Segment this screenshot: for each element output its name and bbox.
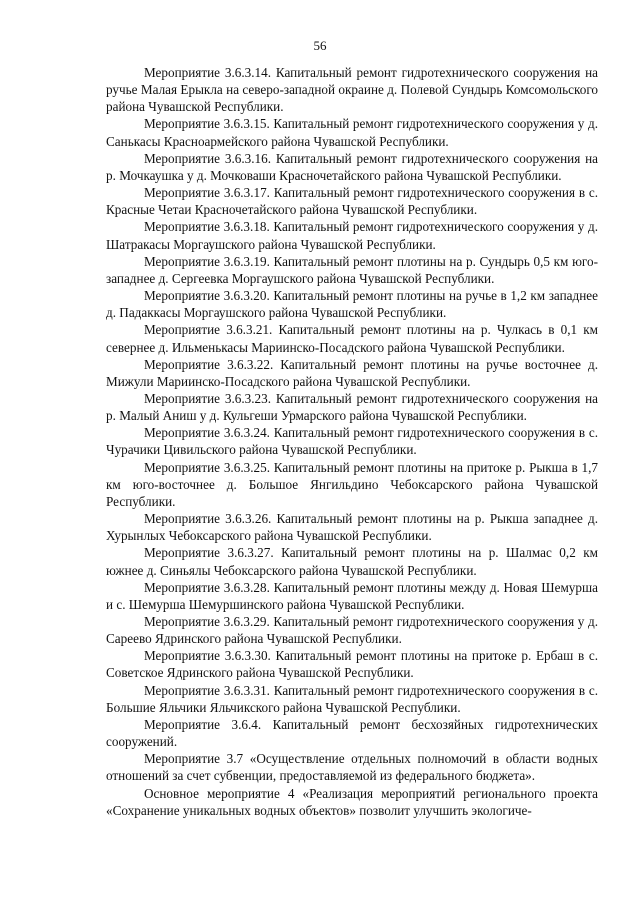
paragraph-measure-3-6-3-19: Мероприятие 3.6.3.19. Капитальный ремонт плотины на р. Сундырь 0,5 км юго-западнее д. Сергеевка Моргаушского района Чувашской Республики.: [106, 253, 598, 286]
paragraph-measure-3-6-3-28: Мероприятие 3.6.3.28. Капитальный ремонт плотины между д. Новая Шемурша и с. Шемурша Шемуршинского района Чувашской Республики.: [106, 579, 598, 612]
page-number: 56: [313, 38, 327, 53]
paragraph-measure-3-6-3-15: Мероприятие 3.6.3.15. Капитальный ремонт гидротехнического сооружения у д. Санькасы Красноармейского района Чувашской Республики.: [106, 116, 598, 149]
paragraph-measure-3-6-3-23: Мероприятие 3.6.3.23. Капитальный ремонт гидротехнического сооружения на р. Малый Аниш у д. Кульгеши Урмарского района Чувашской Республики.: [106, 390, 598, 424]
paragraph-measure-3-6-3-24: Мероприятие 3.6.3.24. Капитальный ремонт гидротехнического сооружения в с. Чурачики Цивильского района Чувашской Республики.: [106, 425, 598, 458]
paragraph-measure-3-6-3-26: Мероприятие 3.6.3.26. Капитальный ремонт плотины на р. Рыкша западнее д. Хурынлых Чебоксарского района Чувашской Республики.: [106, 511, 598, 544]
paragraph-measure-3-6-3-18: Мероприятие 3.6.3.18. Капитальный ремонт гидротехнического сооружения у д. Шатракасы Моргаушского района Чувашской Республики.: [106, 219, 598, 252]
paragraph-measure-3-6-3-27: Мероприятие 3.6.3.27. Капитальный ремонт плотины на р. Шалмас 0,2 км южнее д. Синьялы Чебоксарского района Чувашской Республики.: [106, 545, 598, 578]
paragraph-measure-3-6-3-20: Мероприятие 3.6.3.20. Капитальный ремонт плотины на ручье в 1,2 км западнее д. Падаккасы Моргаушского района Чувашской Республики.: [106, 288, 598, 321]
paragraph-measure-3-6-3-31: Мероприятие 3.6.3.31. Капитальный ремонт гидротехнического сооружения в с. Большие Яльчики Яльчикского района Чувашской Республики.: [106, 682, 598, 715]
paragraph-measure-3-6-3-22: Мероприятие 3.6.3.22. Капитальный ремонт плотины на ручье восточнее д. Мижули Мариинско-Посадского района Чувашской Республики.: [106, 356, 598, 389]
paragraph-measure-3-7: Мероприятие 3.7 «Осуществление отдельных полномочий в области водных отношений за счет субвенции, предоставляемой из федерального бюджета».: [106, 751, 598, 784]
paragraph-main-measure-4: Основное мероприятие 4 «Реализация мероприятий регионального проекта «Сохранение уникальных водных объектов» позволит улучшить экологиче-: [106, 785, 598, 818]
paragraph-measure-3-6-3-25: Мероприятие 3.6.3.25. Капитальный ремонт плотины на притоке р. Рыкша в 1,7 км юго-восточнее д. Большое Янгильдино Чебоксарского района Чувашской Республики.: [106, 459, 598, 509]
paragraph-measure-3-6-3-17: Мероприятие 3.6.3.17. Капитальный ремонт гидротехнического сооружения в с. Красные Четаи Красночетайского района Чувашской Республики.: [106, 185, 598, 218]
paragraph-measure-3-6-3-30: Мероприятие 3.6.3.30. Капитальный ремонт плотины на притоке р. Ербаш в с. Советское Ядринского района Чувашской Республики.: [106, 648, 598, 681]
paragraph-measure-3-6-3-16: Мероприятие 3.6.3.16. Капитальный ремонт гидротехнического сооружения на р. Мочкаушка у д. Мочковаши Красночетайского района Чувашской Республики.: [106, 150, 598, 183]
paragraph-measure-3-6-3-29: Мероприятие 3.6.3.29. Капитальный ремонт гидротехнического сооружения у д. Сареево Ядринского района Чувашской Республики.: [106, 614, 598, 647]
document-body: [106, 64, 598, 819]
paragraph-measure-3-6-3-21: Мероприятие 3.6.3.21. Капитальный ремонт плотины на р. Чулкась в 0,1 км севернее д. Ильменькасы Мариинско-Посадского района Чувашской Республики.: [106, 322, 598, 355]
paragraph-measure-3-6-4: Мероприятие 3.6.4. Капитальный ремонт бесхозяйных гидротехнических сооружений.: [106, 716, 598, 750]
paragraph-measure-3-6-3-14: Мероприятие 3.6.3.14. Капитальный ремонт гидротехнического сооружения на ручье Малая Ерыкла на северо-западной окраине д. Полевой Сундырь Комсомольского района Чувашской Республики.: [106, 65, 598, 115]
